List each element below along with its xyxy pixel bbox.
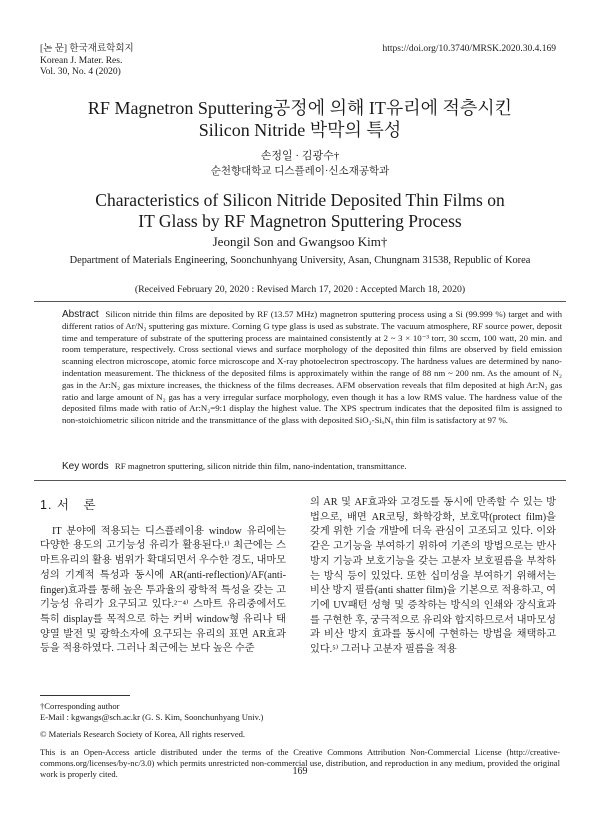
authors-korean: 손정일 · 김광수† — [260, 150, 340, 162]
keywords — [62, 461, 562, 472]
corresponding-author: †Corresponding author — [40, 701, 120, 711]
abstract-label: Abstract — [62, 309, 99, 320]
affiliation-english: Department of Materials Engineering, Soonchunhyang University, Asan, Chungnam 31538, Republic of Korea — [69, 255, 531, 266]
license-notice: This is an Open-Access article distributed under the terms of the Creative Commons Attribution Non-Commercial License (http://creative-commons.org/licenses/by-nc/3.0) which permits unrestricted non-commercial use, distribution, and reproduction in any medium, provided the original work is properly cited. — [40, 746, 560, 780]
title-korean — [30, 97, 570, 141]
section-heading-introduction: 1. 서 론 — [40, 498, 97, 512]
page-number: 169 — [292, 766, 308, 777]
author-email: E-Mail : kgwangs@sch.ac.kr (G. S. Kim, Soonchunhyang Univ.) — [40, 712, 264, 723]
journal-volume: Vol. 30, No. 4 (2020) — [40, 67, 121, 77]
abstract-bottom-rule — [34, 480, 566, 481]
doi-link[interactable]: https://doi.org/10.3740/MRSK.2020.30.4.169 — [382, 44, 556, 54]
body-paragraph: IT 분야에 적용되는 디스플레이용 window 유리에는 다양한 용도의 고기능성 유리가 활용된다.¹⁾ 최근에는 스마트유리의 활용 범위가 확대되면서 우수한 경도, 내마모성의 기계적 특성과 동시에 AR(anti-reflection)/AF(anti-finger)효과를 통해 높은 투과율의 광학적 특성을 갖는 고기능성 유리가 요구되고 있다.²⁻⁴⁾ 스마트 유리중에서도 특히 display를 목적으로 하는 커버 window형 유리나 태양열 발전 및 광학소자에 요구되는 유리의 표면 AR효과 등을 적용하였다. 그러나 최근에는 보다 높은 수준 — [40, 525, 286, 655]
title-english-line1: Characteristics of Silicon Nitride Deposited Thin Films on — [95, 190, 505, 210]
title-korean-line1: RF Magnetron Sputtering공정에 의해 IT유리에 적층시킨 — [87, 98, 513, 118]
keywords-text: RF magnetron sputtering, silicon nitride thin film, nano-indentation, transmittance. — [114, 461, 407, 471]
footnote-rule — [40, 695, 130, 696]
copyright: © Materials Research Society of Korea, All rights reserved. — [40, 729, 246, 740]
authors-english: Jeongil Son and Gwangsoo Kim† — [212, 234, 388, 249]
title-korean-line2: Silicon Nitride 박막의 특성 — [198, 120, 402, 140]
body-column-right — [310, 496, 556, 658]
body-paragraph-continued: 의 AR 및 AF효과와 고경도를 동시에 만족할 수 있는 방법으로, 배면 AR코팅, 화학강화, 보호막(protect film)을 갖게 위한 기술 개발에 더욱 관심이 고조되고 있다. 이와 같은 고기능을 부여하기 위하여 기존의 방법으로는 반사방지 기능과 보호기능을 갖는 고분자 보호필름을 부착하는 방식 등이 있었다. 또한 십미성을 부여하기 위해서는 비산 방지 필름(anti shatter film)을 기본으로 적용하고, 여기에 UV패턴 성형 및 증착하는 방식의 인쇄와 장식효과를 구현한 후, 궁극적으로 유리와 합지하므로서 내마모성과 비산 방지 효과를 동시에 구현하는 방법을 채택하고 있다.⁵⁾ 그러나 고분자 필름을 적용 — [310, 497, 556, 656]
body-column-left — [40, 498, 286, 657]
abstract-text: Silicon nitride thin films are deposited by RF (13.57 MHz) magnetron sputtering process using a Si (99.999 %) target and with different ratios of Ar/N₂ sputtering gas mixture. Corning G type glass is used as substrate. The vacuum atmosphere, RF source power, deposit time and temperature of substrate of the sputtering process are maintained consistently at 2 ~ 3 × 10⁻³ torr, 30 sccm, 100 watt, 20 min. and room temperature, respectively. Cross sectional views and surface morphology of the deposited thin films are observed by field emission scanning electron microscope, atomic force microscope and X-ray photoelectron spectroscopy. The hardness values are determined by nano-indentation measurement. The thickness of the deposited films is approximately within the range of 88 nm ~ 200 nm. As the amount of N₂ gas in the Ar:N₂ gas mixture increases, the thickness of the films decreases. AFM observation reveals that film deposited at high Ar:N₂ gas ratio and large amount of N₂ gas has a very irregular surface morphology, even though it has a low RMS value. The hardness value of the deposited films made with ratio of Ar:N₂=9:1 display the highest value. The XPS spectrum indicates that the deposited film is assigned to non-stoichiometric silicon nitride and the transmittance of the glass with deposited SiO₂-SiₓNᵧ thin film is satisfactory at 97 %. — [62, 309, 562, 426]
abstract-top-rule — [34, 301, 566, 302]
keywords-label: Key words — [62, 461, 109, 472]
affiliation-korean: 순천향대학교 디스플레이·신소재공학과 — [210, 166, 390, 177]
abstract — [62, 309, 562, 427]
journal-name-en: Korean J. Mater. Res. — [40, 55, 123, 66]
journal-info — [40, 44, 134, 79]
received-dates: (Received February 20, 2020 : Revised March 17, 2020 : Accepted March 18, 2020) — [134, 284, 466, 295]
journal-name-ko: [논 문] 한국재료학회지 — [40, 44, 134, 54]
title-english-line2: IT Glass by RF Magnetron Sputtering Process — [138, 211, 462, 231]
title-english — [30, 190, 570, 232]
